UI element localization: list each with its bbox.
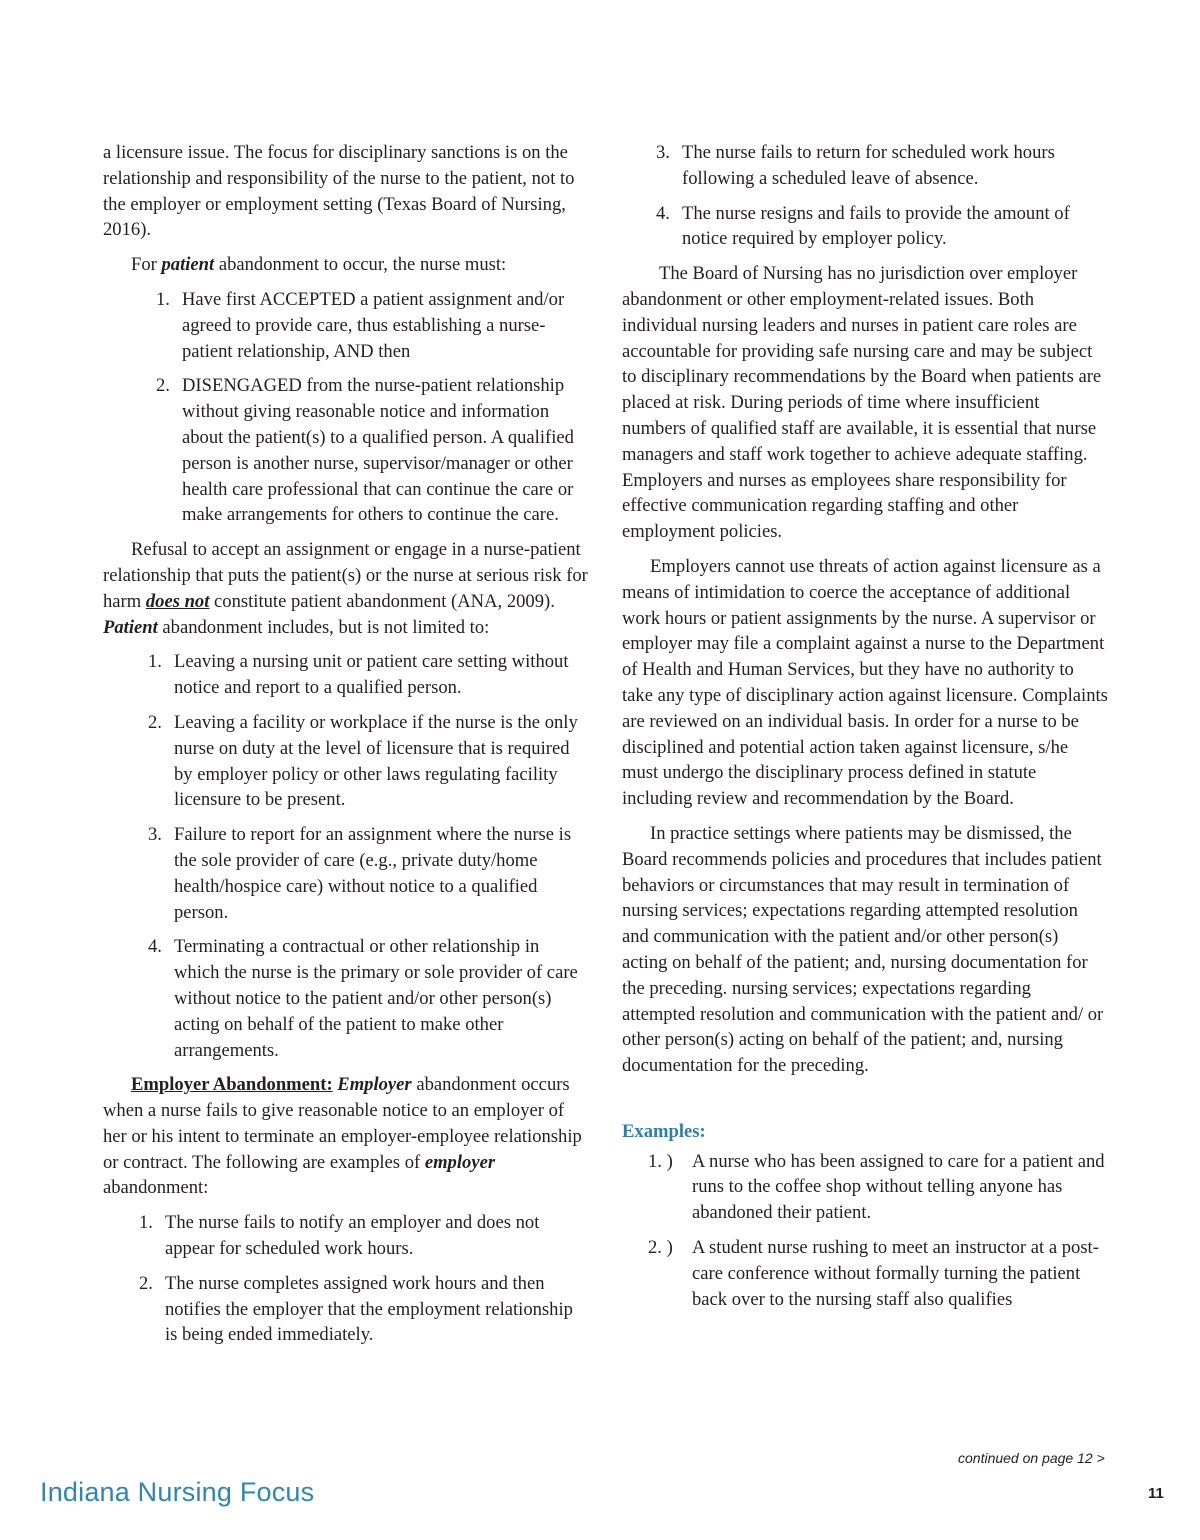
- item-text: DISENGAGED from the nurse-patient relationship without giving reasonable notice and information about the patient(s) to a qualified person. A qualified person is another nurse, supervisor/manager or other health care professional that can continue the care or make arrangements for others to continue the care.: [182, 375, 574, 526]
- refusal-part3: abandonment includes, but is not limited to:: [157, 616, 490, 638]
- page-number: 11: [1148, 1485, 1164, 1502]
- refusal-paragraph: [103, 537, 589, 640]
- item-number: 3.: [148, 824, 162, 846]
- item-number: 4.: [656, 202, 670, 224]
- item-number: 2. ): [648, 1237, 673, 1259]
- examples-list: [648, 1149, 1108, 1313]
- item-number: 4.: [148, 936, 162, 958]
- includes-list: [148, 649, 589, 1063]
- list-item: [656, 140, 1108, 192]
- must-intro: [103, 252, 589, 278]
- must-suffix: abandonment to occur, the nurse must:: [214, 254, 507, 276]
- item-text: The nurse fails to notify an employer and does not appear for scheduled work hours.: [165, 1212, 540, 1260]
- item-number: 3.: [656, 142, 670, 163]
- refusal-part1: Refusal to accept an assignment or engage in a nurse-patient relationship that puts the patient(s) or the nurse at serious risk for harm: [103, 539, 588, 612]
- employer-list-continued: [656, 140, 1108, 252]
- item-text: Leaving a nursing unit or patient care setting without notice and report to a qualified person.: [174, 651, 569, 699]
- employer-bold2: employer: [424, 1151, 496, 1173]
- examples-heading: Examples:: [622, 1120, 706, 1142]
- publication-title: Indiana Nursing Focus: [40, 1477, 315, 1507]
- item-text: A student nurse rushing to meet an instructor at a post-care conference without formally turning the patient back over to the nursing staff also qualifies: [692, 1237, 1099, 1310]
- threats-paragraph: Employers cannot use threats of action against licensure as a means of intimidation to coerce the acceptance of additional work hours or patient assignments by the nurse. A supervisor or employer may file a complaint against a nurse to the Department of Health and Human Services, but they have no authority to take any type of disciplinary action against licensure. Complaints are reviewed on an individual basis. In order for a nurse to be disciplined and potential action taken against licensure, s/he must undergo the disciplinary process defined in statute including review and recommendation by the Board.: [622, 555, 1108, 810]
- item-number: 2.: [156, 375, 170, 397]
- must-bold: patient: [161, 254, 215, 276]
- item-number: 1.: [139, 1212, 153, 1234]
- intro-paragraph: a licensure issue. The focus for disciplinary sanctions is on the relationship and responsibility of the nurse to the patient, not to the employer or employment setting (Texas Board of Nursing, 2016).: [103, 142, 575, 241]
- board-paragraph: The Board of Nursing has no jurisdiction over employer abandonment or other employment-related issues. Both individual nursing leaders and nurses in patient care roles are accountable for providing safe nursing care and may be subject to disciplinary recommendations by the Board when patients are placed at risk. During periods of time where insufficient numbers of qualified staff are available, it is essential that nurse managers and staff work together to achieve adequate staffing. Employers and nurses as employees share responsibility for effective communication regarding staffing and other employment policies.: [622, 263, 1102, 543]
- item-number: 1. ): [648, 1150, 673, 1172]
- refusal-bold: Patient: [103, 616, 158, 638]
- practice-paragraph: In practice settings where patients may be dismissed, the Board recommends policies and procedures that includes patient behaviors or circumstances that may result in termination of nursing services; expectations regarding attempted resolution and communication with the patient and/or other person(s) acting on behalf of the patient; and, nursing documentation for the preceding. nursing services; expectations regarding attempted resolution and communication with the patient and/ or other person(s) acting on behalf of the patient; and, nursing documentation for the preceding.: [622, 822, 1104, 1077]
- item-text: Leaving a facility or workplace if the nurse is the only nurse on duty at the level of licensure that is required by employer policy or other laws regulating facility licensure to be present.: [174, 711, 578, 811]
- item-text: A nurse who has been assigned to care for a patient and runs to the coffee shop without telling anyone has abandoned their patient.: [692, 1150, 1105, 1224]
- must-prefix: For: [131, 254, 162, 276]
- item-number: 1.: [148, 651, 162, 673]
- list-item: [156, 287, 589, 364]
- list-item: [156, 373, 589, 528]
- list-item: [648, 1235, 1108, 1312]
- continued-note: continued on page 12 >: [958, 1450, 1105, 1466]
- employer-part2: abandonment:: [103, 1177, 209, 1199]
- item-text: The nurse completes assigned work hours and then notifies the employer that the employment relationship is being ended immediately.: [165, 1272, 573, 1346]
- item-number: 2.: [148, 711, 162, 733]
- item-text: The nurse resigns and fails to provide the amount of notice required by employer policy.: [682, 202, 1070, 250]
- refusal-part2: constitute patient abandonment (ANA, 2009).: [209, 590, 555, 612]
- refusal-emph: does not: [145, 590, 210, 612]
- employer-heading: Employer Abandonment:: [131, 1074, 333, 1096]
- list-item: [656, 201, 1108, 253]
- left-column: [103, 140, 589, 1357]
- list-item: [139, 1210, 589, 1262]
- item-text: Have first ACCEPTED a patient assignment and/or agreed to provide care, thus establishing a nurse-patient relationship, AND then: [182, 288, 565, 362]
- item-text: Failure to report for an assignment where the nurse is the sole provider of care (e.g., private duty/home health/hospice care) without notice to a qualified person.: [174, 824, 572, 923]
- employer-bold: Employer: [337, 1074, 412, 1096]
- employer-paragraph: [103, 1072, 589, 1201]
- item-text: Terminating a contractual or other relationship in which the nurse is the primary or sole provider of care without notice to the patient and/or other person(s) acting on behalf of the patient to make other arrangements.: [174, 936, 578, 1061]
- employer-list: [139, 1210, 589, 1348]
- list-item: [148, 710, 589, 813]
- employer-part1: abandonment occurs when a nurse fails to give reasonable notice to an employer of her or his intent to terminate an employer-employee relationship or contract. The following are examples of: [103, 1074, 582, 1173]
- item-number: 2.: [139, 1272, 153, 1294]
- list-item: [148, 934, 589, 1063]
- right-column: [622, 140, 1108, 1321]
- list-item: [139, 1271, 589, 1348]
- list-item: [148, 822, 589, 925]
- item-number: 1.: [156, 288, 170, 310]
- list-item: [648, 1149, 1108, 1226]
- item-text: The nurse fails to return for scheduled work hours following a scheduled leave of absence.: [682, 142, 1055, 189]
- must-list: [156, 287, 589, 528]
- list-item: [148, 649, 589, 701]
